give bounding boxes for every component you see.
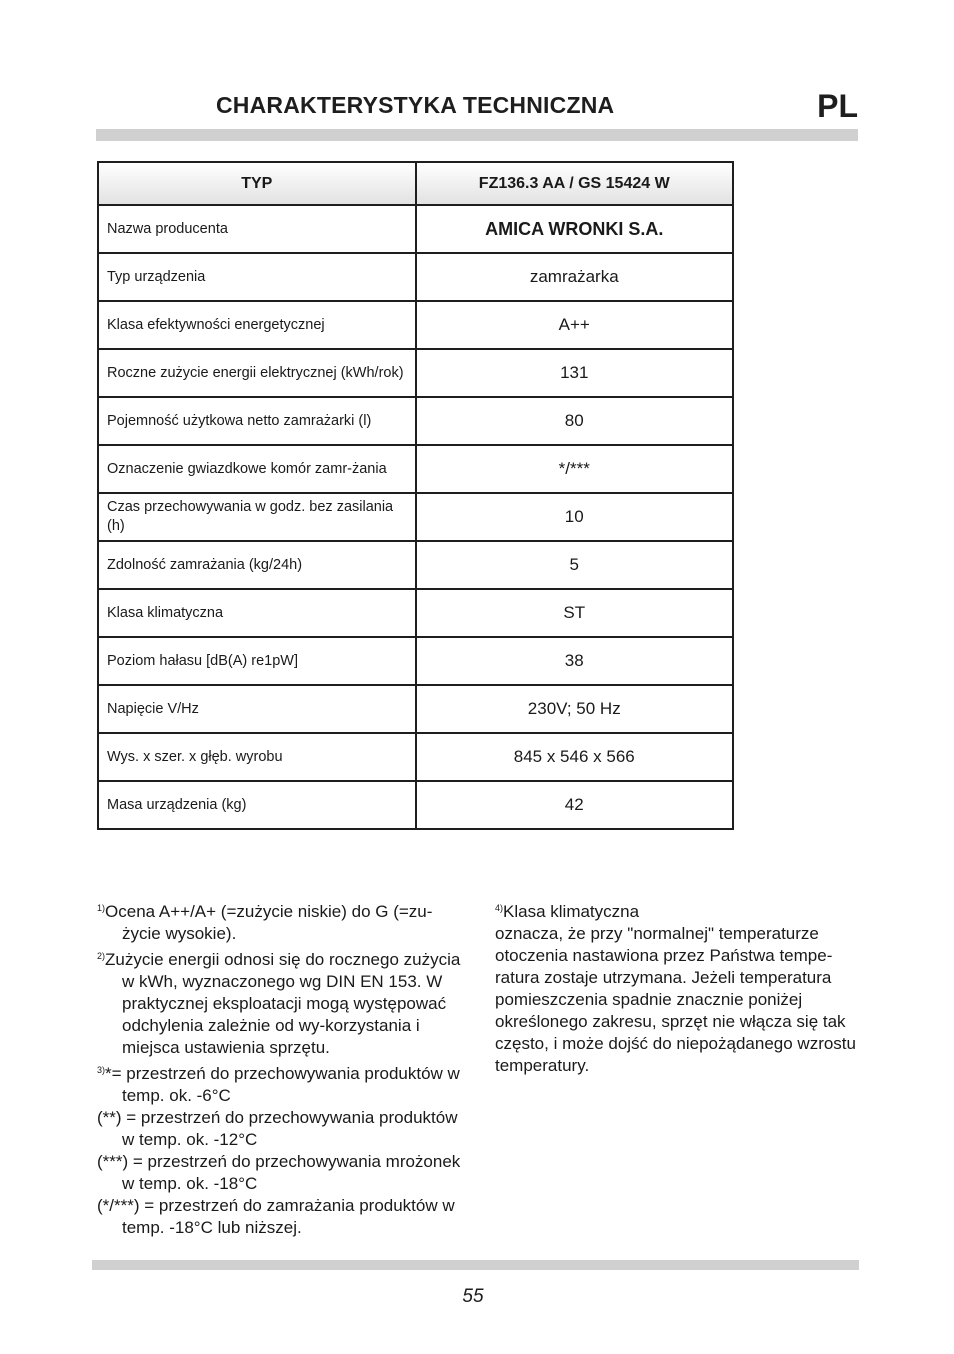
table-row	[98, 301, 733, 349]
footnote-marker: 2)	[97, 951, 106, 961]
table-header-row	[98, 162, 733, 205]
table-row	[98, 205, 733, 253]
footnote-marker: 4)	[495, 903, 504, 913]
footnote-3b: (**) = przestrzeń do przechowywania produktów w temp. ok. -12°C	[97, 1108, 458, 1149]
table-row	[98, 493, 733, 541]
footnotes-left	[97, 897, 469, 1239]
header-model: FZ136.3 AA / GS 15424 W	[416, 162, 734, 205]
row-label: Oznaczenie gwiazdkowe komór zamr-żania	[98, 445, 416, 493]
table-row	[98, 541, 733, 589]
row-value: 5	[416, 541, 734, 589]
footnotes-right	[495, 897, 860, 1077]
row-label: Poziom hałasu [dB(A) re1pW]	[98, 637, 416, 685]
row-value: 42	[416, 781, 734, 829]
footnote-2	[97, 945, 469, 1059]
footnote-marker: 3)	[97, 1065, 106, 1075]
table-row	[98, 397, 733, 445]
row-value: zamrażarka	[416, 253, 734, 301]
row-label: Klasa efektywności energetycznej	[98, 301, 416, 349]
row-label: Czas przechowywania w godz. bez zasilania (h)	[98, 493, 416, 541]
footnote-marker: 1)	[97, 903, 106, 913]
footnote-4-title	[495, 897, 860, 923]
spec-table	[97, 161, 734, 830]
row-value: 10	[416, 493, 734, 541]
table-row	[98, 685, 733, 733]
table-row	[98, 253, 733, 301]
row-label: Zdolność zamrażania (kg/24h)	[98, 541, 416, 589]
row-value: A++	[416, 301, 734, 349]
language-code: PL	[817, 88, 858, 124]
footnote-3	[97, 1059, 469, 1107]
table-row	[98, 445, 733, 493]
row-label: Klasa klimatyczna	[98, 589, 416, 637]
footnote-text: *= przestrzeń do przechowywania produktów w temp. ok. -6°C	[105, 1064, 460, 1105]
row-value: ST	[416, 589, 734, 637]
page-number: 55	[462, 1286, 484, 1307]
row-label: Napięcie V/Hz	[98, 685, 416, 733]
row-label: Typ urządzenia	[98, 253, 416, 301]
footnote-text: Ocena A++/A+ (=zużycie niskie) do G (=zu-życie wysokie).	[105, 902, 433, 943]
footnote-title: Klasa klimatyczna	[503, 902, 640, 921]
row-value: 230V; 50 Hz	[416, 685, 734, 733]
row-value: AMICA WRONKI S.A.	[416, 205, 734, 253]
row-value: 80	[416, 397, 734, 445]
footnote-3c: (***) = przestrzeń do przechowywania mrożonek w temp. ok. -18°C	[97, 1152, 461, 1193]
table-row	[98, 781, 733, 829]
row-label: Pojemność użytkowa netto zamrażarki (l)	[98, 397, 416, 445]
table-row	[98, 733, 733, 781]
table-row	[98, 349, 733, 397]
table-row	[98, 637, 733, 685]
header-label: TYP	[98, 162, 416, 205]
row-value: 845 x 546 x 566	[416, 733, 734, 781]
page-title: CHARAKTERYSTYKA TECHNICZNA	[216, 92, 615, 118]
row-value: 38	[416, 637, 734, 685]
footer-divider	[92, 1260, 859, 1270]
footnote-1	[97, 897, 469, 945]
table-row	[98, 589, 733, 637]
row-label: Masa urządzenia (kg)	[98, 781, 416, 829]
row-label: Wys. x szer. x głęb. wyrobu	[98, 733, 416, 781]
footnote-3d: (*/***) = przestrzeń do zamrażania produktów w temp. -18°C lub niższej.	[97, 1196, 455, 1237]
row-label: Roczne zużycie energii elektrycznej (kWh/rok)	[98, 349, 416, 397]
row-value: 131	[416, 349, 734, 397]
footnote-4-text: oznacza, że przy "normalnej" temperaturze otoczenia nastawiona przez Państwa tempe-ratura zostaje utrzymana. Jeżeli temperatura pomieszczenia spadnie znacznie poniżej określonego zakresu, sprzęt nie włącza się tak często, i może dojść do niepożądanego wzrostu temperatury.	[495, 924, 856, 1075]
row-value: */***	[416, 445, 734, 493]
row-label: Nazwa producenta	[98, 205, 416, 253]
header-divider	[96, 129, 858, 141]
footnote-text: Zużycie energii odnosi się do rocznego zużycia w kWh, wyznaczonego wg DIN EN 153. W praktycznej eksploatacji mogą występować odchylenia zależnie od wy-korzystania i miejsca ustawienia sprzętu.	[105, 950, 461, 1057]
